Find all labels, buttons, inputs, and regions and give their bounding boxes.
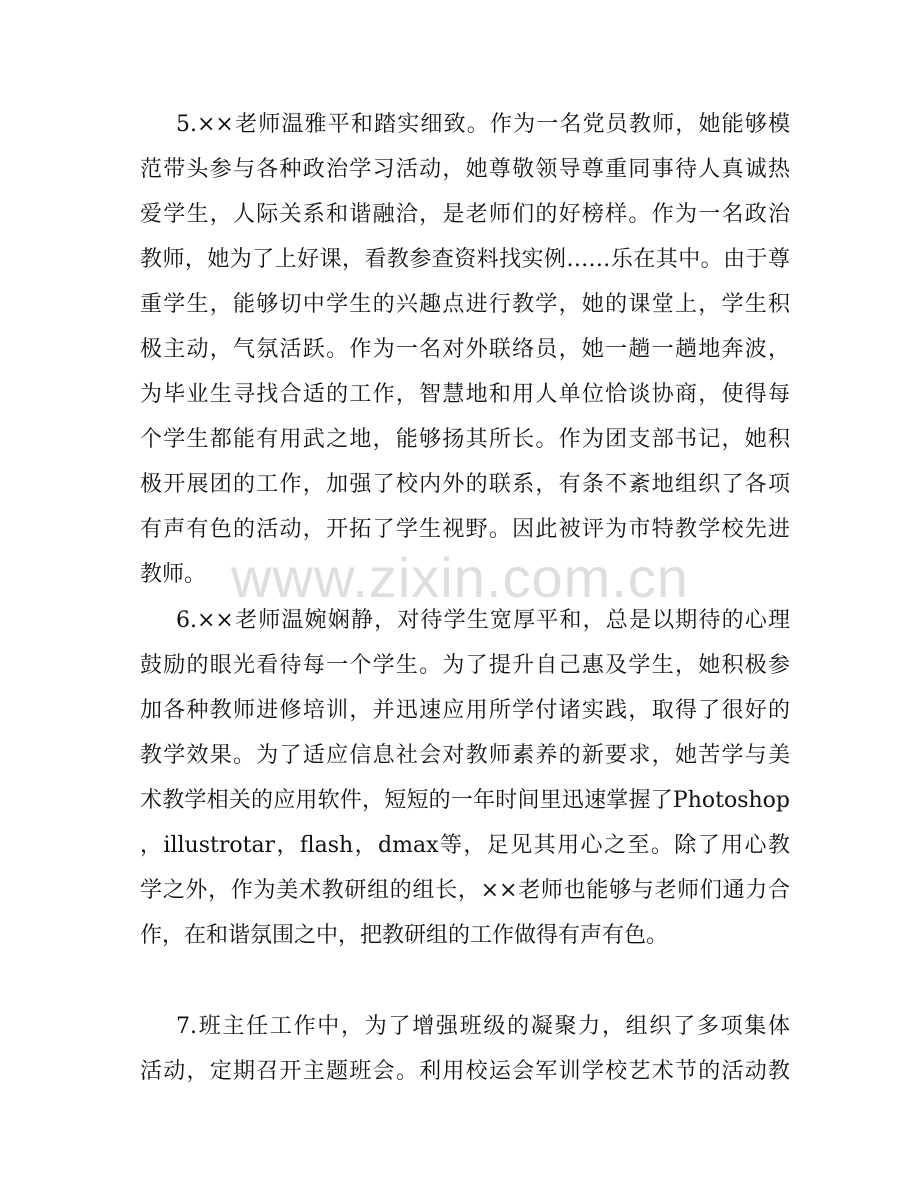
text-line: 个学生都能有用武之地，能够扬其所长。作为团支部书记，她积 <box>140 427 790 452</box>
text-line: 极主动，气氛活跃。作为一名对外联络员，她一趟一趟地奔波， <box>140 337 790 362</box>
text-line: 教师。 <box>140 562 207 587</box>
paragraph-6 <box>140 598 790 958</box>
watermark: www.zixin.com.cn <box>231 546 689 609</box>
text-line: 为毕业生寻找合适的工作，智慧地和用人单位恰谈协商，使得每 <box>140 382 790 407</box>
text-line: 术教学相关的应用软件，短短的一年时间里迅速掌握了Photoshop <box>140 788 790 813</box>
text-line: 作，在和谐氛围之中，把教研组的工作做得有声有色。 <box>140 923 669 948</box>
text-line: 加各种教师进修培训，并迅速应用所学付诸实践，取得了很好的 <box>140 698 790 723</box>
text-line: 教师，她为了上好课，看教参查资料找实例……乐在其中。由于尊 <box>140 247 790 272</box>
paragraph-5 <box>140 102 790 597</box>
paragraph-7 <box>140 1004 790 1094</box>
text-line: 5.××老师温雅平和踏实细致。作为一名党员教师，她能够模 <box>176 112 790 137</box>
text-line: 范带头参与各种政治学习活动，她尊敬领导尊重同事待人真诚热 <box>140 157 790 182</box>
text-line: 爱学生，人际关系和谐融洽，是老师们的好榜样。作为一名政治 <box>140 202 790 227</box>
text-line: 7.班主任工作中，为了增强班级的凝聚力，组织了多项集体 <box>176 1014 790 1039</box>
text-line: 极开展团的工作，加强了校内外的联系，有条不紊地组织了各项 <box>140 472 790 497</box>
text-line: 活动，定期召开主题班会。利用校运会军训学校艺术节的活动教 <box>140 1059 790 1084</box>
text-line: 6.××老师温婉娴静，对待学生宽厚平和，总是以期待的心理 <box>176 608 790 633</box>
text-line: ，illustrotar，flash，dmax等，足见其用心之至。除了用心教 <box>140 833 790 858</box>
text-line: 教学效果。为了适应信息社会对教师素养的新要求，她苦学与美 <box>140 743 790 768</box>
text-line: 鼓励的眼光看待每一个学生。为了提升自己惠及学生，她积极参 <box>140 653 790 678</box>
text-line: 重学生，能够切中学生的兴趣点进行教学，她的课堂上，学生积 <box>140 292 790 317</box>
text-line: 有声有色的活动，开拓了学生视野。因此被评为市特教学校先进 <box>140 517 790 542</box>
text-line: 学之外，作为美术教研组的组长，××老师也能够与老师们通力合 <box>140 878 790 903</box>
